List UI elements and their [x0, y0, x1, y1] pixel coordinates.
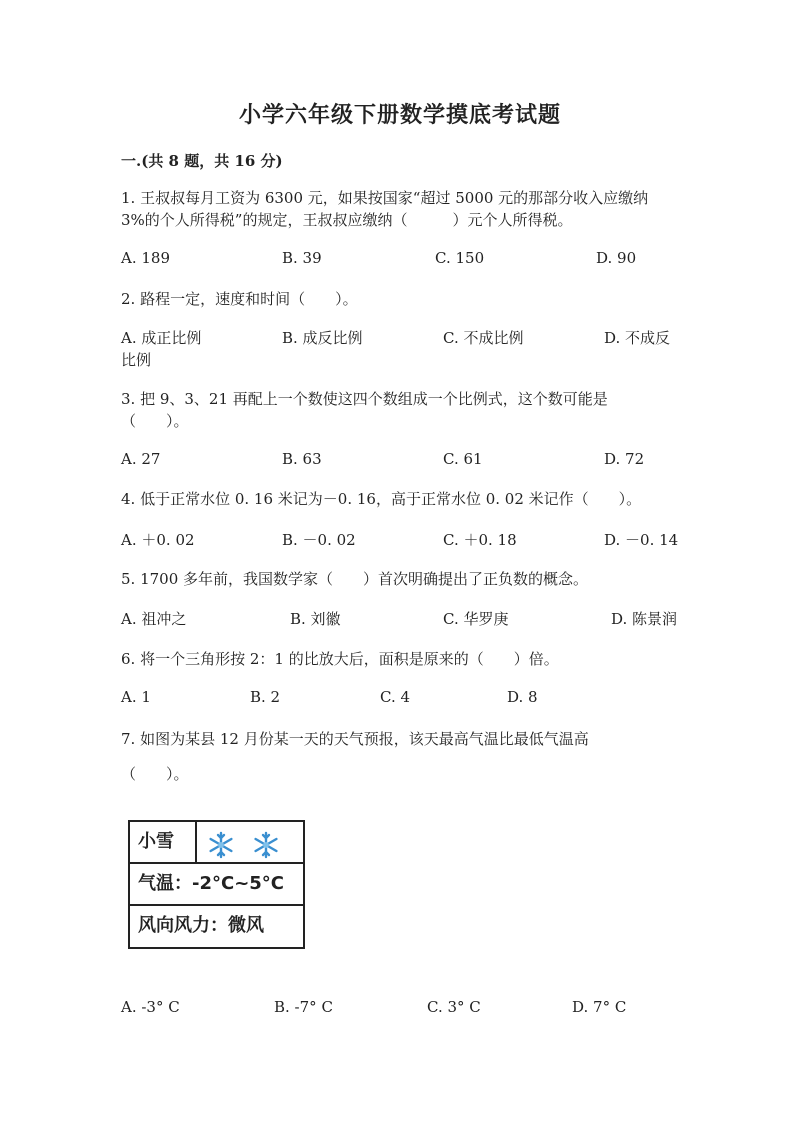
- question-5-option-d[interactable]: D. 陈景润: [611, 610, 678, 628]
- question-1-option-b[interactable]: B. 39: [282, 249, 322, 267]
- snowflake-icon: [251, 830, 281, 860]
- weather-temperature-row: [130, 864, 303, 906]
- question-2-option-a[interactable]: A. 成正比例: [121, 329, 202, 347]
- question-7-line-1: 7. 如图为某县 12 月份某一天的天气预报，该天最高气温比最低气温高: [121, 730, 589, 748]
- question-7-option-a[interactable]: A. -3° C: [121, 998, 180, 1016]
- question-5-line-1: 5. 1700 多年前，我国数学家（ ）首次明确提出了正负数的概念。: [121, 570, 589, 588]
- question-1-option-a[interactable]: A. 189: [121, 249, 170, 267]
- question-3-option-a[interactable]: A. 27: [121, 450, 161, 468]
- question-4-option-b[interactable]: B. －0. 02: [282, 531, 356, 549]
- question-6-option-a[interactable]: A. 1: [121, 688, 151, 706]
- question-4-option-c[interactable]: C. ＋0. 18: [443, 531, 517, 549]
- page-title: 小学六年级下册数学摸底考试题: [238, 102, 561, 128]
- weather-wind: 风向风力：微风: [138, 915, 264, 936]
- question-5-option-a[interactable]: A. 祖冲之: [121, 610, 187, 628]
- question-6-option-b[interactable]: B. 2: [250, 688, 281, 706]
- question-2-option-c[interactable]: C. 不成比例: [443, 329, 524, 347]
- snowflake-icon: [206, 830, 236, 860]
- weather-wind-row: [130, 906, 303, 947]
- question-4-option-d[interactable]: D. －0. 14: [604, 531, 679, 549]
- question-7-line-2: （ ）。: [121, 765, 189, 783]
- weather-forecast-figure: [128, 820, 305, 949]
- question-1-option-d[interactable]: D. 90: [596, 249, 637, 267]
- weather-condition-row: [130, 822, 303, 864]
- question-3-option-b[interactable]: B. 63: [282, 450, 322, 468]
- question-3-line-2: （ ）。: [121, 412, 189, 430]
- question-1-option-c[interactable]: C. 150: [435, 249, 485, 267]
- question-3-option-d[interactable]: D. 72: [604, 450, 645, 468]
- question-7-option-d[interactable]: D. 7° C: [572, 998, 627, 1016]
- question-5-option-c[interactable]: C. 华罗庚: [443, 610, 509, 628]
- weather-condition: 小雪: [130, 822, 197, 864]
- question-4-line-1: 4. 低于正常水位 0. 16 米记为－0. 16，高于正常水位 0. 02 米记作（ ）。: [121, 490, 642, 508]
- question-1-line-2: 3%的个人所得税”的规定，王叔叔应缴纳（ ）元个人所得税。: [121, 211, 573, 229]
- question-2-option-b[interactable]: B. 成反比例: [282, 329, 363, 347]
- section-heading: 一.(共 8 题，共 16 分): [121, 152, 283, 170]
- weather-temperature: 气温：-2°C~5°C: [138, 873, 285, 894]
- question-6-line-1: 6. 将一个三角形按 2：1 的比放大后，面积是原来的（ ）倍。: [121, 650, 559, 668]
- question-7-option-c[interactable]: C. 3° C: [427, 998, 481, 1016]
- question-2-option-d[interactable]: D. 不成反: [604, 329, 671, 347]
- question-4-option-a[interactable]: A. ＋0. 02: [121, 531, 195, 549]
- question-6-option-c[interactable]: C. 4: [380, 688, 411, 706]
- question-2-line-1: 2. 路程一定，速度和时间（ ）。: [121, 290, 358, 308]
- question-2-option-d-wrap: 比例: [121, 351, 152, 369]
- question-1-line-1: 1. 王叔叔每月工资为 6300 元，如果按国家“超过 5000 元的那部分收入应缴纳: [121, 189, 649, 207]
- question-3-line-1: 3. 把 9、3、21 再配上一个数使这四个数组成一个比例式，这个数可能是: [121, 390, 608, 408]
- question-5-option-b[interactable]: B. 刘徽: [290, 610, 341, 628]
- question-6-option-d[interactable]: D. 8: [507, 688, 538, 706]
- question-3-option-c[interactable]: C. 61: [443, 450, 483, 468]
- question-7-option-b[interactable]: B. -7° C: [274, 998, 333, 1016]
